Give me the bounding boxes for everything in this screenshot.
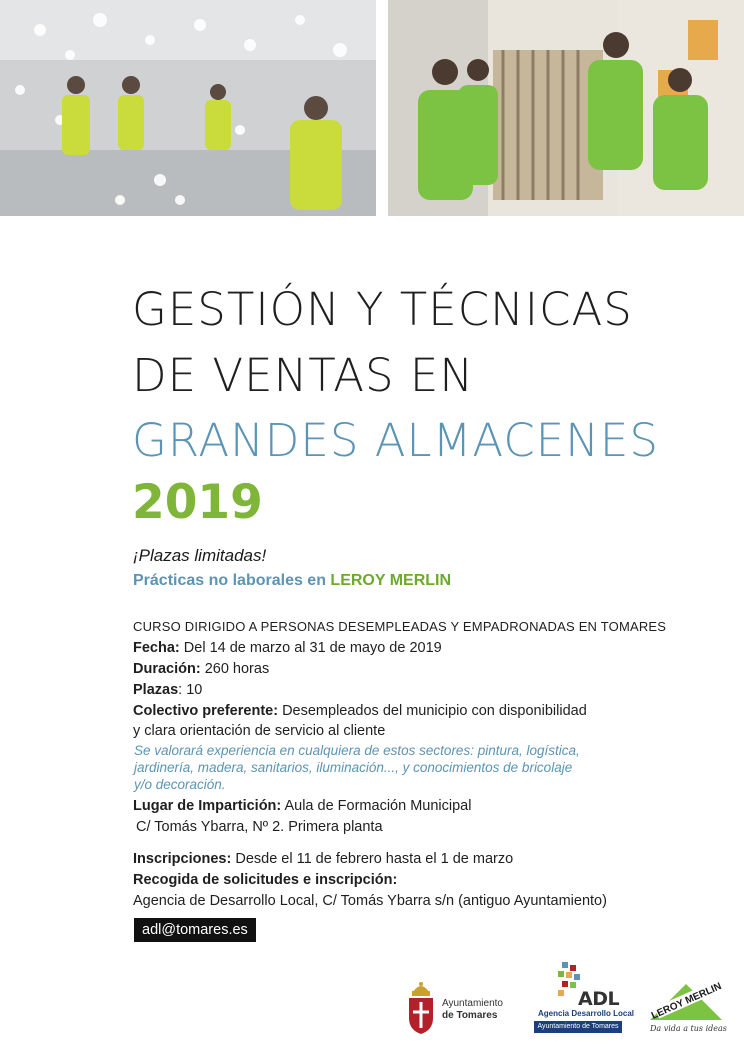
internship-prefix: Prácticas no laborales en bbox=[133, 572, 331, 589]
tile-display-photo bbox=[388, 0, 744, 216]
venue-address: C/ Tomás Ybarra, Nº 2. Primera planta bbox=[136, 819, 383, 835]
registration-value: Desde el 11 de febrero hasta el 1 de marzo bbox=[231, 851, 514, 867]
agency-address: Agencia de Desarrollo Local, C/ Tomás Ybarra s/n (antiguo Ayuntamiento) bbox=[133, 893, 607, 909]
venue-label: Lugar de Impartición: bbox=[133, 798, 282, 814]
experience-line-3: y/o decoración. bbox=[134, 777, 226, 792]
leroy-merlin-mark-icon bbox=[648, 970, 724, 1022]
registration-line bbox=[133, 850, 513, 869]
date-label: Fecha: bbox=[133, 640, 180, 656]
leroy-merlin-logo bbox=[648, 970, 727, 1038]
headline-line-1: GESTIÓN Y TÉCNICAS bbox=[132, 283, 633, 336]
limited-places-note: ¡Plazas limitadas! bbox=[133, 546, 267, 565]
showroom-photo bbox=[0, 0, 376, 216]
target-group-label: Colectivo preferente: bbox=[133, 703, 279, 719]
ayuntamiento-line-1: Ayuntamiento bbox=[442, 998, 503, 1009]
application-pickup-line bbox=[133, 871, 397, 890]
date-value: Del 14 de marzo al 31 de mayo de 2019 bbox=[179, 640, 442, 656]
experience-note bbox=[134, 742, 580, 793]
target-group-line-2: y clara orientación de servicio al cliente bbox=[133, 723, 386, 739]
adl-subtitle: Agencia Desarrollo Local bbox=[538, 1009, 635, 1018]
ayuntamiento-logo bbox=[404, 978, 514, 1036]
coat-of-arms-icon bbox=[404, 978, 438, 1036]
date-line bbox=[133, 639, 442, 658]
application-pickup-label: Recogida de solicitudes e inscripción: bbox=[133, 872, 398, 888]
duration-label: Duración: bbox=[133, 661, 201, 677]
places-line bbox=[133, 681, 202, 700]
venue-line bbox=[133, 797, 471, 816]
experience-line-2: jardinería, madera, sanitarios, iluminación..., y conocimientos de bricolaje bbox=[134, 760, 573, 775]
duration-value: 260 horas bbox=[200, 661, 270, 677]
contact-email[interactable]: adl@tomares.es bbox=[134, 918, 256, 942]
ayuntamiento-line-2: de Tomares bbox=[442, 1010, 498, 1021]
duration-line bbox=[133, 660, 269, 679]
headline-year: 2019 bbox=[132, 475, 263, 530]
headline-line-3: GRANDES ALMACENES bbox=[132, 414, 659, 467]
adl-wordmark: ADL bbox=[578, 988, 620, 1010]
internship-brand: LEROY MERLIN bbox=[330, 572, 452, 589]
adl-bar: Ayuntamiento de Tomares bbox=[534, 1021, 622, 1033]
leroy-merlin-name: LEROY MERLIN bbox=[649, 981, 724, 1022]
experience-line-1: Se valorará experiencia en cualquiera de estos sectores: pintura, logística, bbox=[134, 743, 580, 758]
registration-label: Inscripciones: bbox=[133, 851, 232, 867]
places-value: : 10 bbox=[178, 682, 203, 698]
target-group-value: Desempleados del municipio con disponibilidad bbox=[278, 703, 587, 719]
headline-line-2: DE VENTAS EN bbox=[132, 349, 475, 402]
leroy-merlin-tagline: Da vida a tus ideas bbox=[650, 1024, 727, 1033]
ayuntamiento-name bbox=[442, 998, 503, 1022]
venue-value: Aula de Formación Municipal bbox=[281, 798, 472, 814]
audience-line: CURSO DIRIGIDO A PERSONAS DESEMPLEADAS Y EMPADRONADAS EN TOMARES bbox=[133, 619, 667, 634]
places-label: Plazas bbox=[133, 682, 179, 698]
internship-note bbox=[133, 572, 451, 590]
adl-logo bbox=[534, 962, 635, 1036]
target-group-line bbox=[133, 702, 587, 721]
